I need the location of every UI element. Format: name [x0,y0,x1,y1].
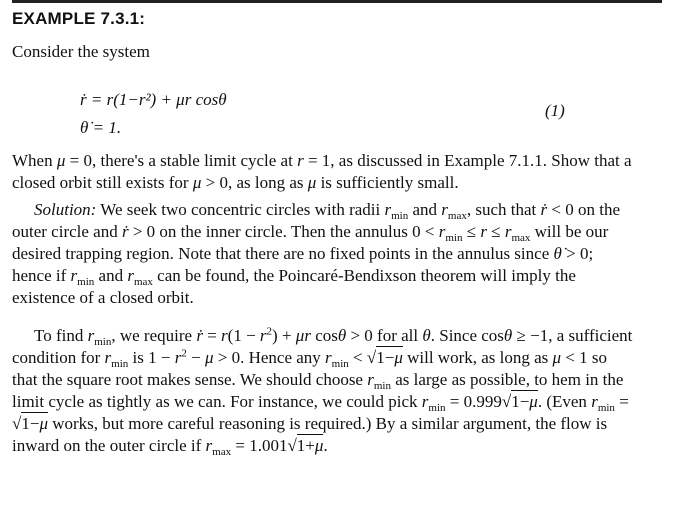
equation-number: (1) [545,101,565,120]
example-title: EXAMPLE 7.3.1: [12,9,146,28]
equation-theta-dot: θ̇ = 1. [80,118,122,137]
paragraph-solution: Solution: We seek two concentric circles with radii $r_{min}$ and $r_{max}$, such that ṙ < 0 on the outer circle and ṙ > 0 on the inner circle. Then the annulus $0 < r_{min} \le r \le r_{max}$ will be our desired trapping region. Note that there are no fixed points in the annulus since θ̇ > 0; hence if $r_{min}$ and $r_{max}$ can be found, the Poincaré-Bendixson theorem will imply the existence of a closed orbit. [12,200,621,307]
paragraph-rmin: To find $r_{min}$, we require ṙ = $r(1 - r^2) + \mu r$ cosθ > 0 for all θ. Since cosθ ≥ −1, a sufficient condition for $r_{min}$ is $1 - r^2 - \mu > 0$. Hence any $r_{min} < √1-\mu$ will work, as long as μ < 1 so that the square root makes sense. We should choose $r_{min}$ as large as possible, to hem in the limit cycle as tightly as we can. For instance, we could pick $r_{min} = 0.999√1-\mu$. (Even $r_{min} = √1-\mu$ works, but more careful reasoning is required.) By a similar argument, the flow is inward on the outer circle if $r_{max} = 1.001√1+\mu$. [12,325,633,458]
paragraph-statement: When μ = 0, there's a stable limit cycle at r = 1, as discussed in Example 7.1.1. Show that a closed orbit still exists for μ > 0, as long as μ is sufficiently small. [12,151,632,192]
intro-text: Consider the system [12,42,150,61]
example-header [12,0,662,29]
equation-r-dot: ṙ = r(1−r²) + μr cosθ [80,90,227,109]
